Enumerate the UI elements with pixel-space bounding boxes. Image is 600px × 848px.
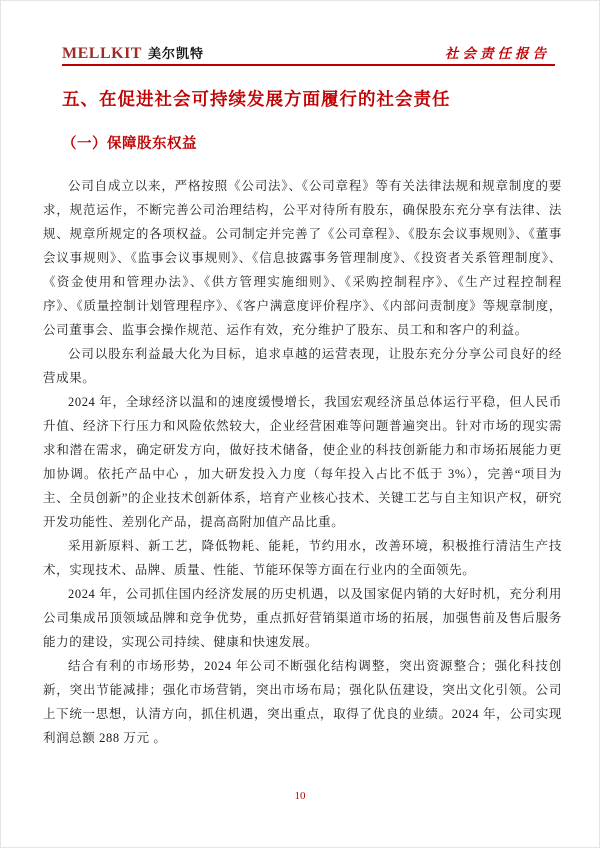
brand-wordmark: MELLKIT [62,45,142,62]
brand-name-chinese: 美尔凯特 [147,46,204,61]
page-number: 10 [294,790,306,802]
header-doc-type: 社会责任报告 [445,46,550,61]
page-header [62,42,550,63]
section-heading: （一）保障股东权益 [62,136,197,152]
body-text [43,174,562,750]
body-paragraph: 公司自成立以来，严格按照《公司法》、《公司章程》等有关法律法规和规章制度的要求，规范运作，不断完善公司治理结构，公平对待所有股东，确保股东充分享有法律、法规、规章所规定的各项权益。公司制定并完善了《公司章程》、《股东会议事规则》、《董事会议事规则》、《监事会议事规则》、《信息披露事务管理制度》、《投资者关系管理制度》、《资金使用和管理办法》、《供方管理实施细则》、《采购控制程序》、《生产过程控制程序》、《质量控制计划管理程序》、《客户满意度评价程序》、《内部问责制度》等规章制度，公司董事会、监事会操作规范、运作有效，充分维护了股东、员工和和客户的利益。 [43,179,562,337]
page-footer [0,790,600,802]
body-paragraph: 2024 年，全球经济以温和的速度缓慢增长，我国宏观经济虽总体运行平稳，但人民币升值、经济下行压力和风险依然较大，企业经营困难等问题普遍突出。针对市场的现实需求和潜在需求，确定研发方向，做好技术储备，使企业的科技创新能力和市场拓展能力更加协调。依托产品中心 ，加大研发投入力度（每年投入占比不低于 3%），完善“项目为主、全员创新”的企业技术创新体系，培育产业核心技术、关键工艺与自主知识产权，研究开发功能性、差别化产品，提高高附加值产品比重。 [43,395,562,529]
body-paragraph: 采用新原料、新工艺，降低物耗、能耗，节约用水，改善环境，积极推行清洁生产技术，实现技术、品牌、质量、性能、节能环保等方面在行业内的全面领先。 [43,539,562,577]
brand-logo [62,43,204,63]
page-title: 五、在促进社会可持续发展方面履行的社会责任 [62,89,451,109]
body-paragraph: 结合有利的市场形势，2024 年公司不断强化结构调整，突出资源整合；强化科技创新，突出节能减排；强化市场营销，突出市场布局；强化队伍建设，突出文化引领。公司上下统一思想，认清方向，抓住机遇，突出重点，取得了优良的业绩。2024 年，公司实现利润总额 288 万元 。 [43,659,562,745]
body-paragraph: 2024 年，公司抓住国内经济发展的历史机遇，以及国家促内销的大好时机，充分利用公司集成吊顶领域品牌和竞争优势，重点抓好营销渠道市场的拓展，加强售前及售后服务能力的建设，实现公司持续、健康和快速发展。 [43,587,562,649]
header-rule [62,64,555,66]
body-paragraph: 公司以股东利益最大化为目标，追求卓越的运营表现，让股东充分分享公司良好的经营成果。 [43,347,562,385]
